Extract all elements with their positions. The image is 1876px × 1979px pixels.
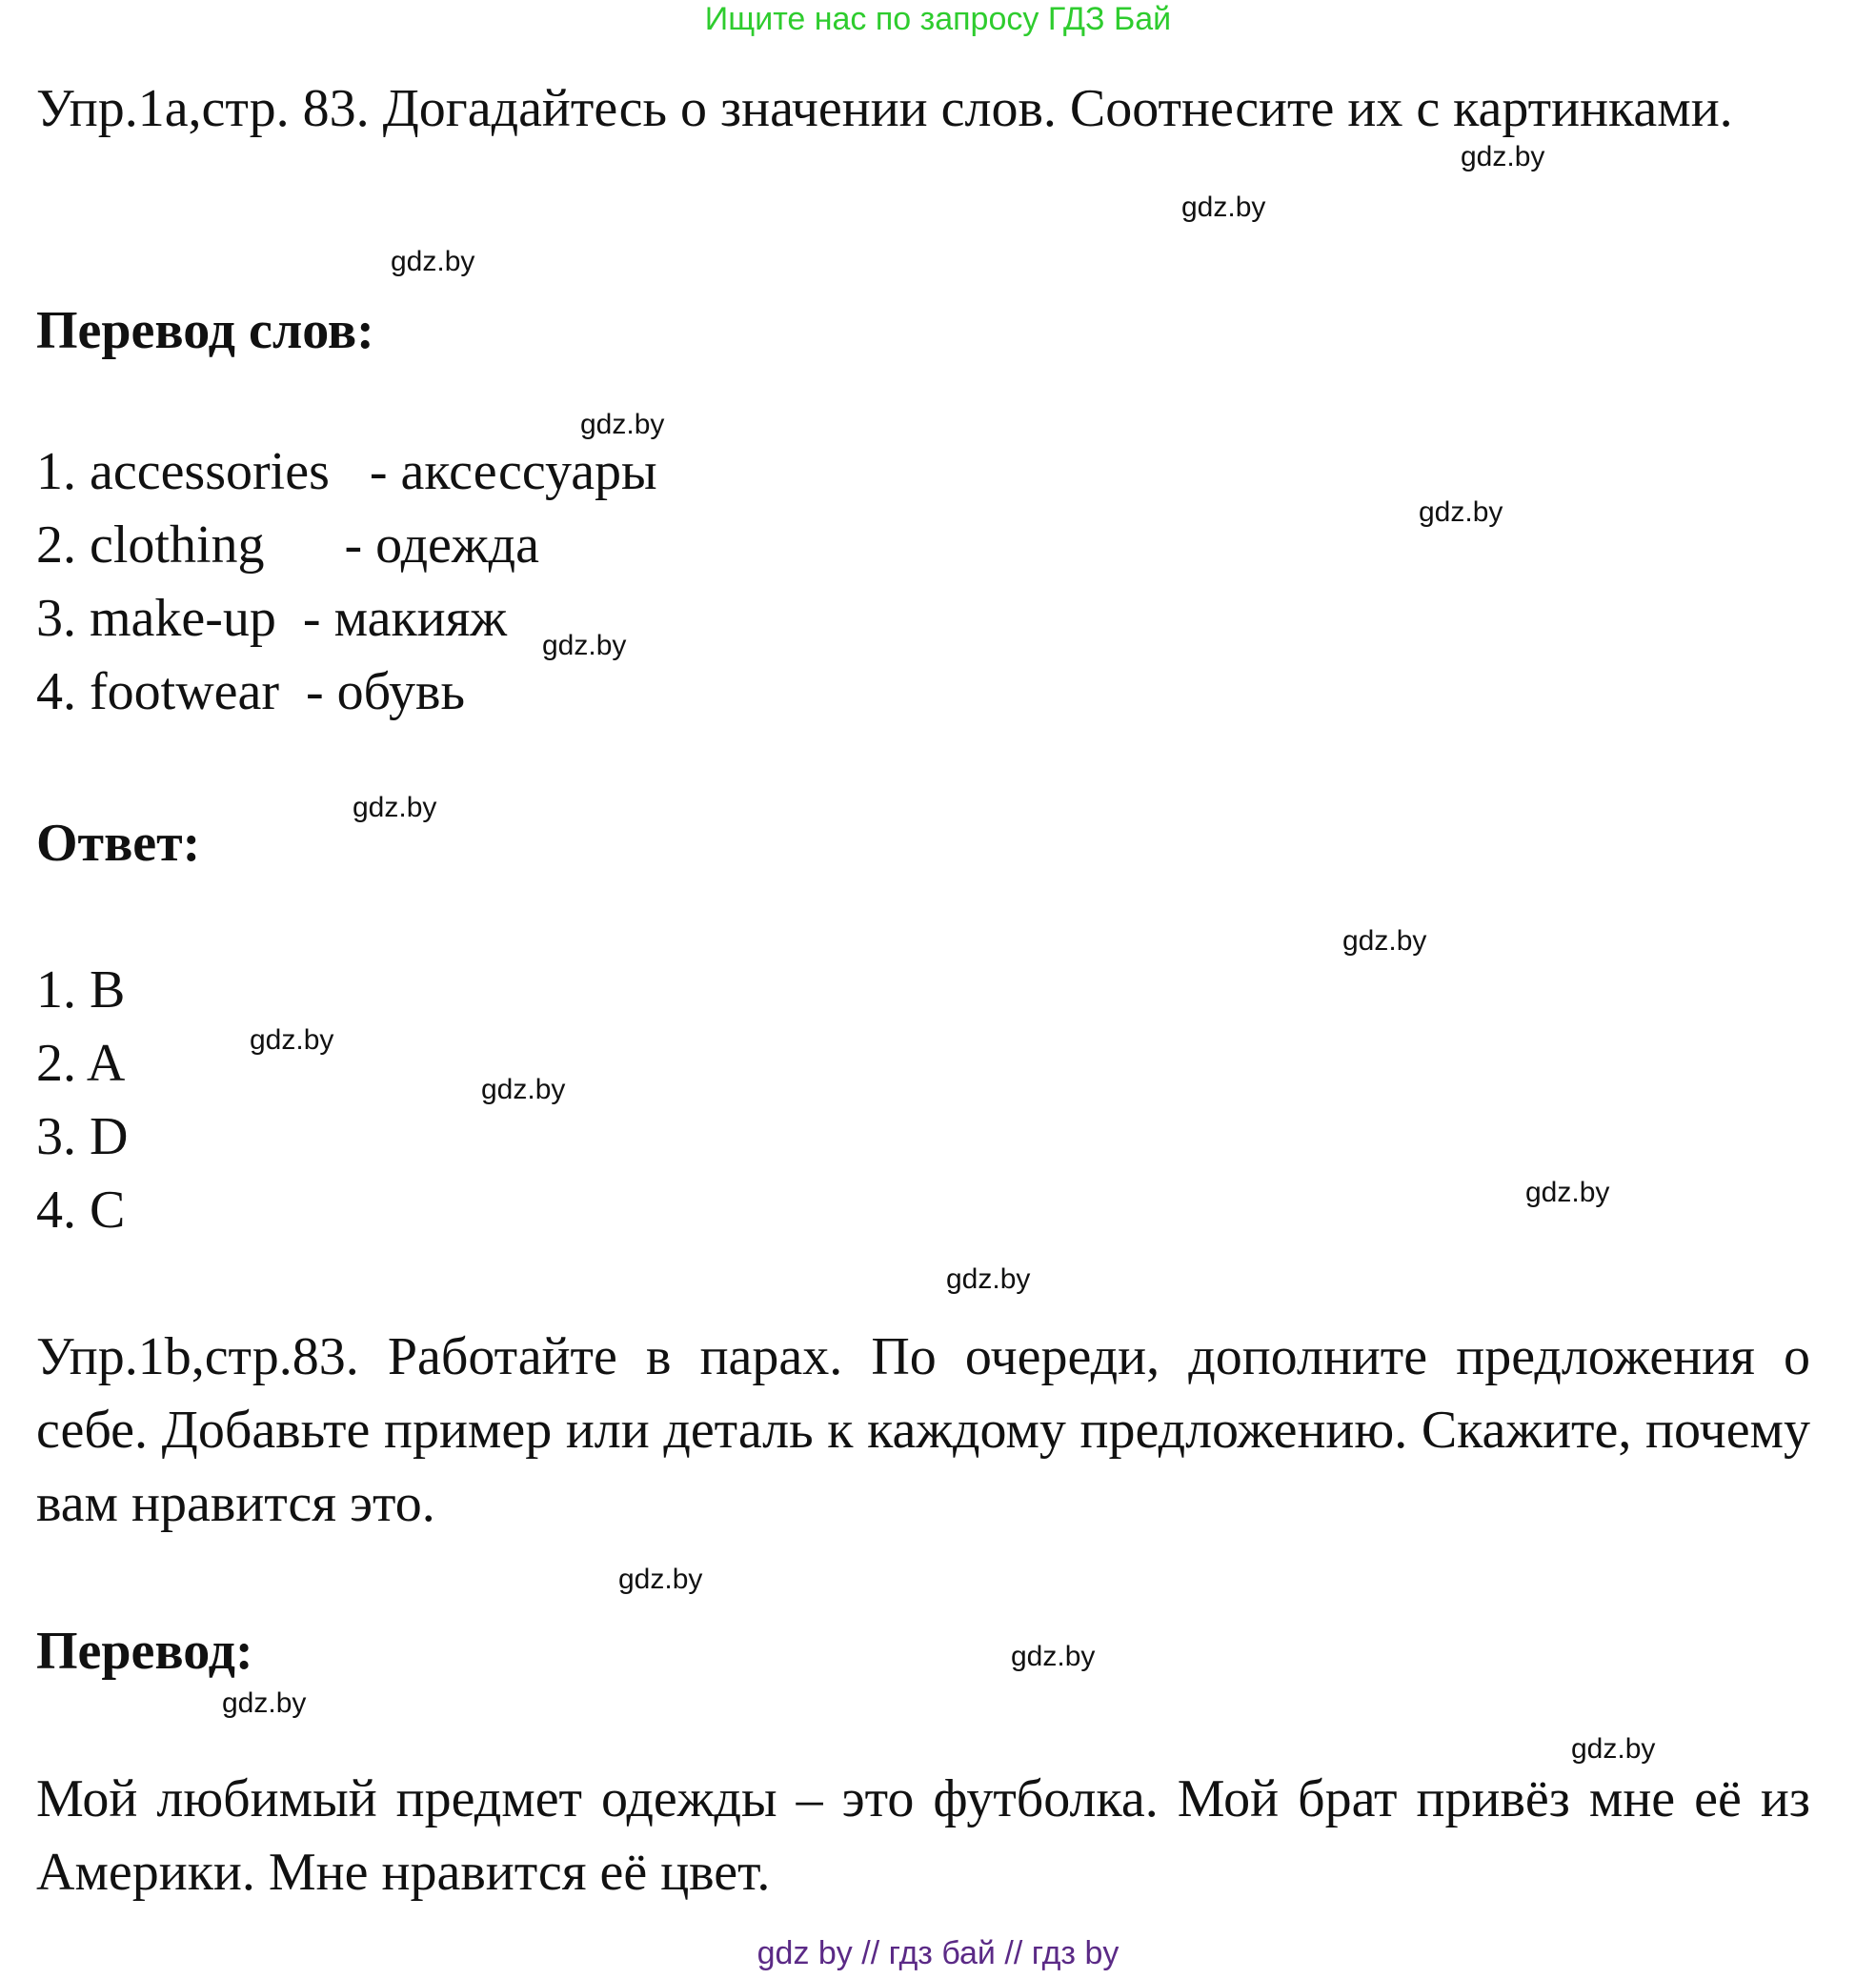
translation2-heading: Перевод: xyxy=(36,1622,253,1681)
watermark: gdz.by xyxy=(1011,1641,1096,1672)
watermark: gdz.by xyxy=(1342,925,1427,957)
watermark: gdz.by xyxy=(1571,1733,1656,1765)
answer-item: 3. D xyxy=(36,1107,129,1166)
exercise-1a-title: Упр.1a,стр. 83. Догадайтесь о значении слов. Соотнесите их с картинками. xyxy=(36,79,1733,138)
watermark: gdz.by xyxy=(391,246,475,277)
watermark: gdz.by xyxy=(946,1263,1031,1295)
word-item: 4. footwear - обувь xyxy=(36,662,465,721)
exercise-1b-title: Упр.1b,стр.83. Работайте в парах. По очереди, дополните предложения о себе. Добавьте пример или деталь к каждому предложению. Скажите, почему вам нравится это. xyxy=(36,1327,1810,1533)
word-item: 2. clothing - одежда xyxy=(36,515,539,575)
watermark: gdz.by xyxy=(580,409,665,440)
answer-item: 1. B xyxy=(36,960,126,1020)
footer-links: gdz by // гдз бай // гдз by xyxy=(756,1935,1120,1971)
watermark: gdz.by xyxy=(1419,496,1503,528)
watermark: gdz.by xyxy=(542,630,627,661)
translation2-text: Мой любимый предмет одежды – это футболка. Мой брат привёз мне её из Америки. Мне нравится её цвет. xyxy=(36,1769,1810,1902)
word-item: 3. make-up - макияж xyxy=(36,589,508,648)
answer-item: 4. C xyxy=(36,1181,126,1240)
word-item: 1. accessories - аксессуары xyxy=(36,442,657,501)
answer-heading: Ответ: xyxy=(36,814,201,873)
watermark: gdz.by xyxy=(481,1074,566,1105)
watermark: gdz.by xyxy=(1461,141,1545,172)
watermark: gdz.by xyxy=(353,792,437,823)
watermark: gdz.by xyxy=(1525,1177,1610,1208)
watermark: gdz.by xyxy=(222,1687,307,1719)
watermark: gdz.by xyxy=(618,1564,703,1595)
watermark: gdz.by xyxy=(250,1024,334,1056)
watermark: gdz.by xyxy=(1181,192,1266,223)
search-hint-banner: Ищите нас по запросу ГДЗ Бай xyxy=(704,1,1172,37)
answer-item: 2. A xyxy=(36,1034,126,1093)
translation-heading: Перевод слов: xyxy=(36,301,374,360)
